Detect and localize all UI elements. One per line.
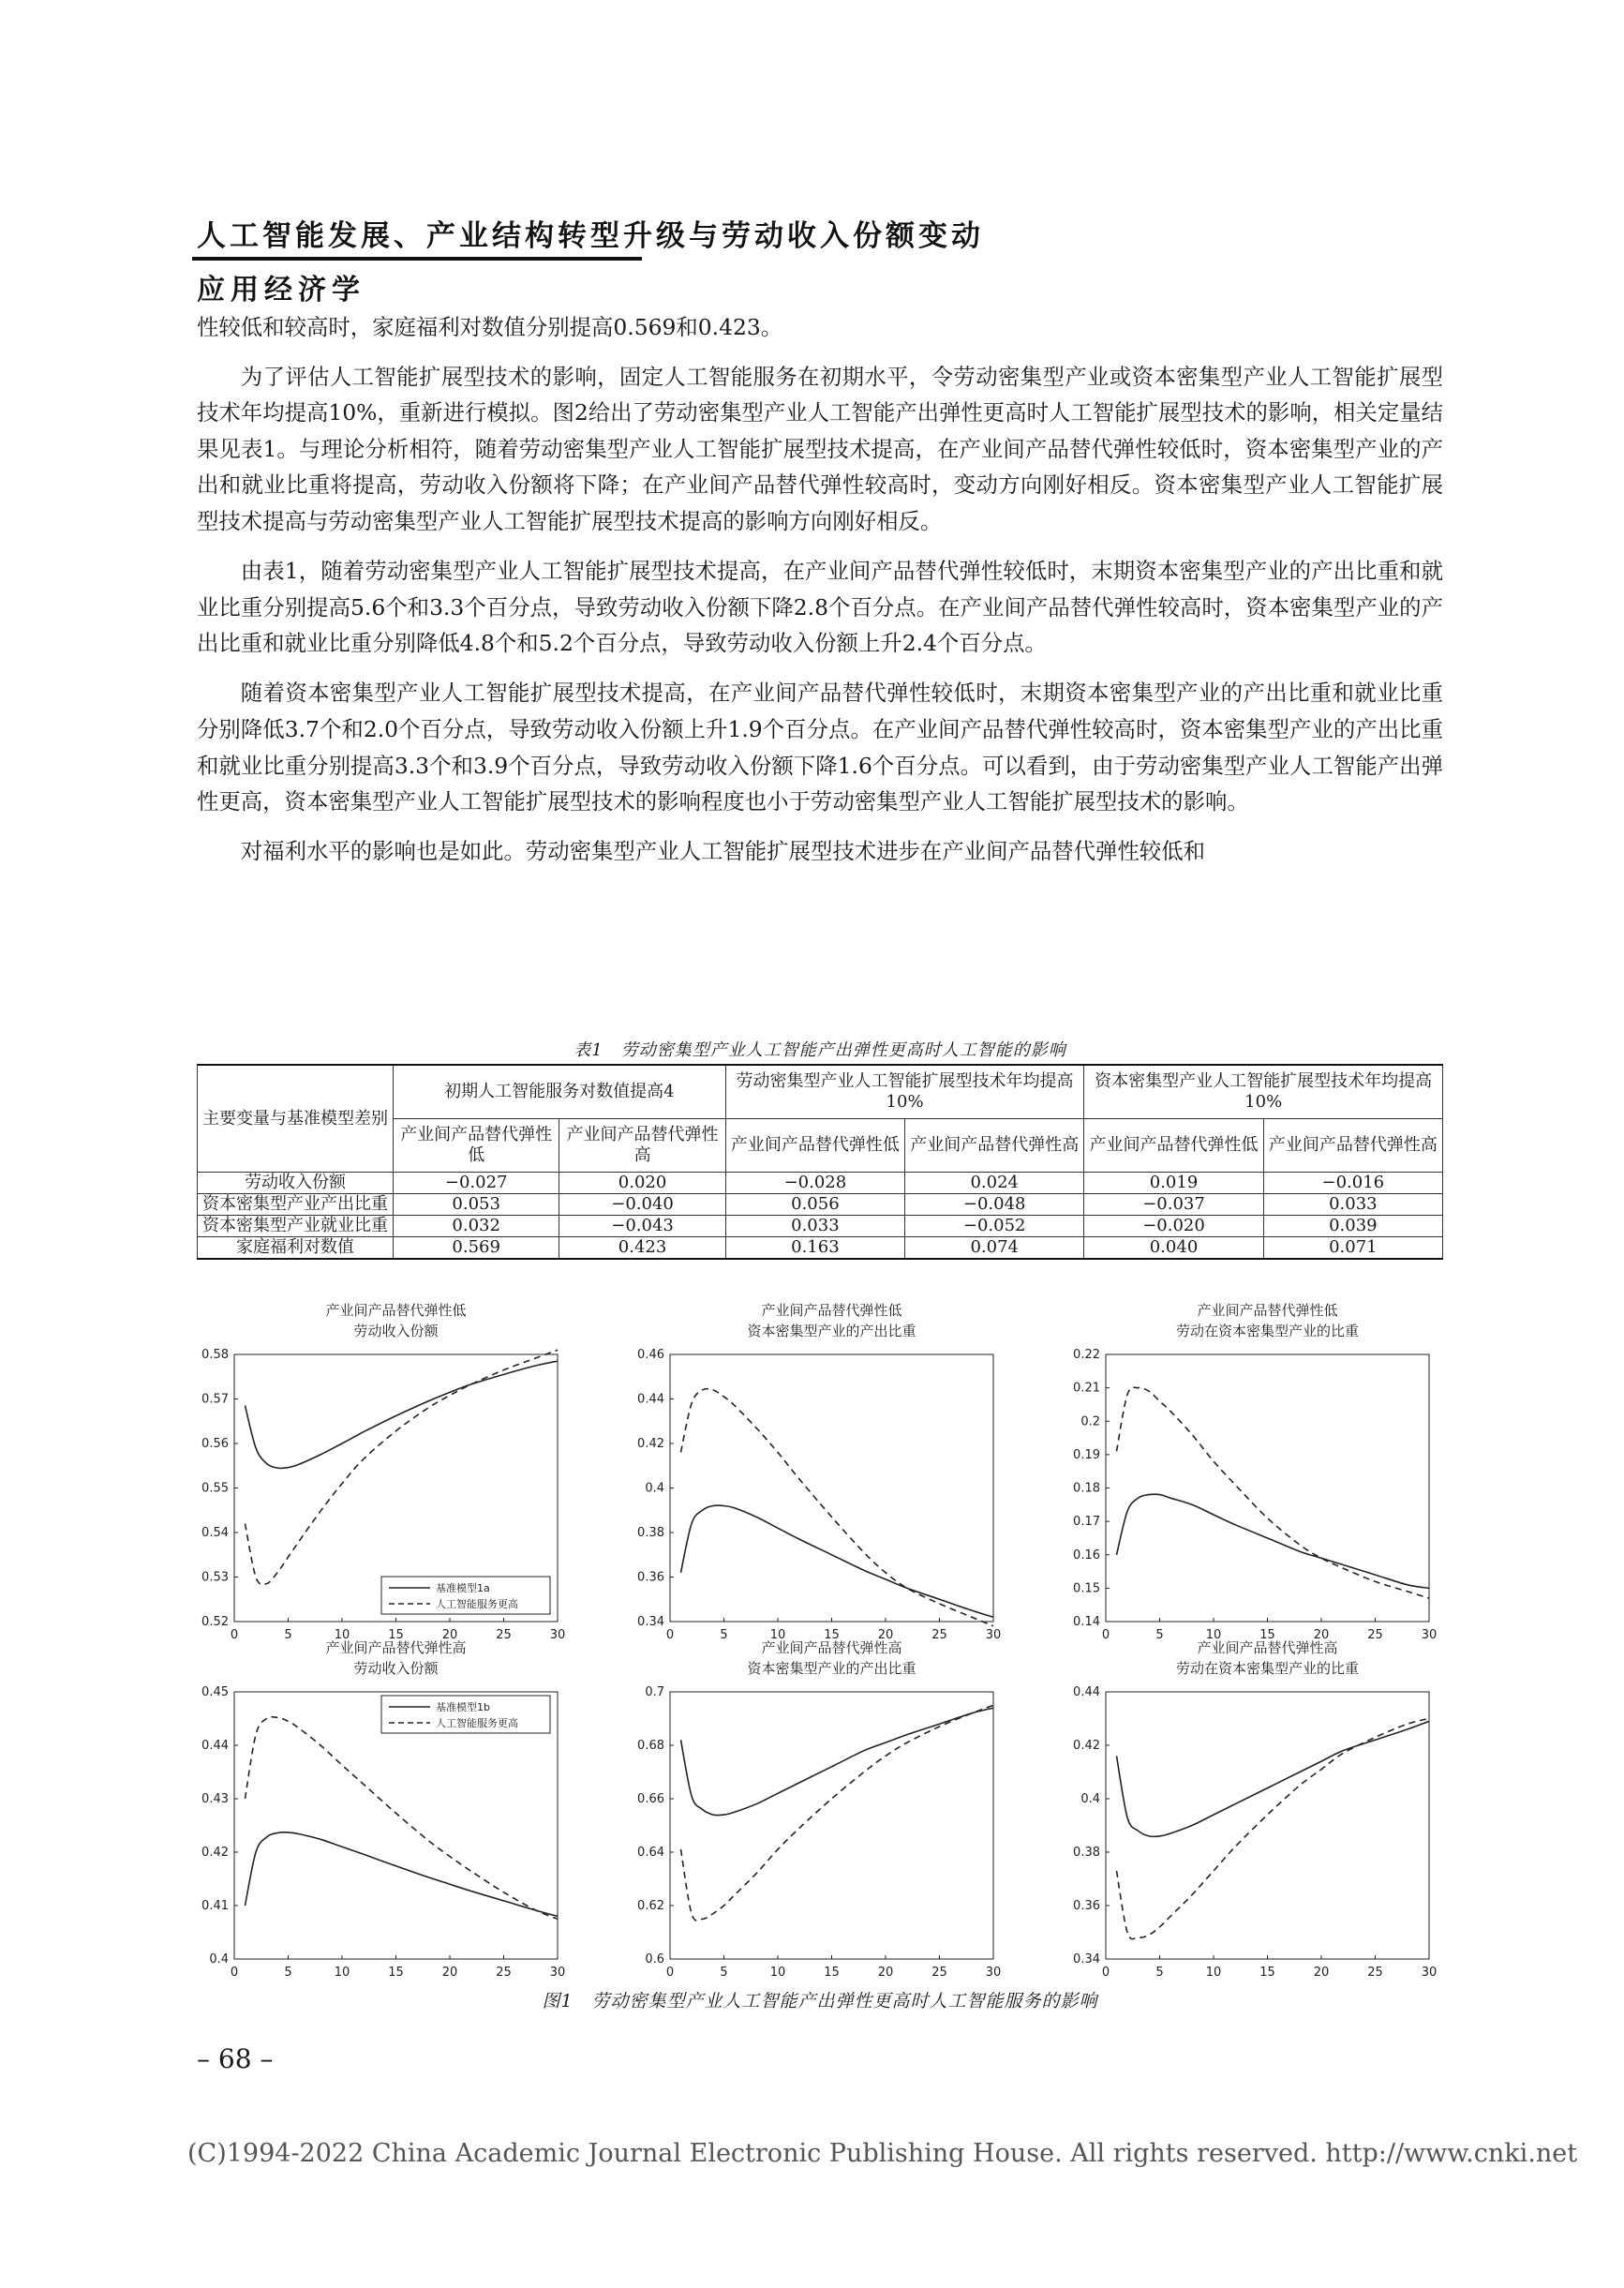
series-line <box>1117 1719 1430 1939</box>
table-cell: 0.019 <box>1084 1173 1263 1194</box>
table-cell: −0.037 <box>1084 1194 1263 1216</box>
y-tick-label: 0.7 <box>645 1685 664 1699</box>
body-text <box>197 309 1443 883</box>
table-cell: 0.040 <box>1084 1237 1263 1260</box>
table-subheader: 产业间产品替代弹性高 <box>559 1119 725 1173</box>
chart-title: 产业间产品替代弹性高 <box>761 1639 902 1656</box>
x-tick-label: 30 <box>549 1628 566 1642</box>
x-tick-label: 10 <box>1205 1628 1222 1642</box>
y-tick-label: 0.56 <box>201 1437 229 1451</box>
paragraph: 由表1，随着劳动密集型产业人工智能扩展型技术提高，在产业间产品替代弹性较低时，末期资本密集型产业的产出比重和就业比重分别提高5.6个和3.3个百分点，导致劳动收入份额下降2.8个百分点。在产业间产品替代弹性较高时，资本密集型产业的产出比重和就业比重分别降低4.8个和5.2个百分点，导致劳动收入份额上升2.4个百分点。 <box>197 558 1443 657</box>
y-tick-label: 0.42 <box>201 1846 229 1860</box>
table-subheader: 产业间产品替代弹性高 <box>1263 1119 1442 1173</box>
y-tick-label: 0.66 <box>637 1792 664 1806</box>
x-tick-label: 10 <box>334 1628 350 1642</box>
plot-frame <box>670 1692 993 1959</box>
table-subheader: 产业间产品替代弹性高 <box>905 1119 1084 1173</box>
y-tick-label: 0.34 <box>637 1615 664 1629</box>
x-tick-label: 0 <box>1101 1966 1110 1978</box>
x-tick-label: 10 <box>769 1966 786 1978</box>
x-tick-label: 5 <box>720 1966 728 1978</box>
x-tick-label: 25 <box>496 1966 512 1978</box>
series-line <box>246 1832 559 1917</box>
x-tick-label: 10 <box>1205 1966 1222 1978</box>
y-tick-label: 0.53 <box>201 1570 229 1585</box>
y-tick-label: 0.57 <box>201 1392 229 1407</box>
x-tick-label: 0 <box>1101 1628 1110 1642</box>
table-cell: 0.071 <box>1263 1237 1442 1260</box>
x-tick-label: 0 <box>665 1628 675 1642</box>
table-subheader: 产业间产品替代弹性低 <box>725 1119 904 1173</box>
y-tick-label: 0.4 <box>209 1952 229 1966</box>
figure-caption: 图1 劳动密集型产业人工智能产出弹性更高时人工智能服务的影响 <box>542 1991 1098 2011</box>
table-cell: 0.074 <box>905 1237 1084 1260</box>
x-tick-label: 5 <box>1155 1628 1164 1642</box>
paragraph: 性较低和较高时，家庭福利对数值分别提高0.569和0.423。 <box>197 314 783 340</box>
table-row <box>198 1216 1443 1237</box>
y-tick-label: 0.2 <box>1080 1414 1100 1429</box>
x-tick-label: 5 <box>284 1628 292 1642</box>
chart-panel <box>637 1639 1001 1978</box>
table-cell: 0.032 <box>394 1216 559 1237</box>
table-row <box>198 1237 1443 1260</box>
x-tick-label: 15 <box>824 1966 840 1978</box>
y-tick-label: 0.58 <box>201 1348 229 1362</box>
y-tick-label: 0.21 <box>1073 1381 1100 1396</box>
y-tick-label: 0.55 <box>201 1481 229 1496</box>
series-line <box>246 1361 559 1468</box>
y-tick-label: 0.34 <box>1073 1952 1100 1966</box>
chart-subtitle: 资本密集型产业的产出比重 <box>747 1323 916 1339</box>
paragraph: 对福利水平的影响也是如此。劳动密集型产业人工智能扩展型技术进步在产业间产品替代弹性较低和 <box>240 838 1205 865</box>
series-line <box>246 1717 559 1920</box>
y-tick-label: 0.64 <box>637 1846 664 1860</box>
y-tick-label: 0.54 <box>201 1526 229 1540</box>
legend-label: 基准模型1b <box>436 1701 490 1713</box>
series-line <box>1117 1721 1430 1836</box>
table-cell: −0.028 <box>725 1173 904 1194</box>
x-tick-label: 30 <box>549 1966 566 1978</box>
results-table <box>197 1064 1443 1260</box>
copyright-notice: (C)1994-2022 China Academic Journal Electronic Publishing House. All rights reserved. http://www.cnki.net <box>187 2139 1578 2168</box>
y-tick-label: 0.68 <box>637 1739 664 1753</box>
x-tick-label: 25 <box>931 1628 947 1642</box>
x-tick-label: 30 <box>985 1966 1002 1978</box>
x-tick-label: 10 <box>769 1628 786 1642</box>
row-label: 家庭福利对数值 <box>198 1237 394 1260</box>
chart-subtitle: 劳动收入份额 <box>353 1660 439 1677</box>
table-group-header: 资本密集型产业人工智能扩展型技术年均提高10% <box>1084 1065 1443 1119</box>
series-line <box>1117 1494 1430 1588</box>
chart-panel <box>1073 1302 1437 1642</box>
chart-title: 产业间产品替代弹性高 <box>1197 1639 1338 1656</box>
x-tick-label: 5 <box>720 1628 728 1642</box>
table-cell: −0.052 <box>905 1216 1084 1237</box>
y-tick-label: 0.15 <box>1073 1581 1100 1596</box>
y-tick-label: 0.45 <box>201 1685 229 1699</box>
y-tick-label: 0.17 <box>1073 1515 1100 1530</box>
x-tick-label: 15 <box>1259 1966 1275 1978</box>
x-tick-label: 15 <box>824 1628 840 1642</box>
y-tick-label: 0.16 <box>1073 1548 1100 1563</box>
row-label: 资本密集型产业就业比重 <box>198 1216 394 1237</box>
y-tick-label: 0.52 <box>201 1615 229 1629</box>
series-line <box>681 1389 994 1626</box>
y-tick-label: 0.44 <box>201 1739 229 1753</box>
y-tick-label: 0.36 <box>1073 1899 1100 1913</box>
series-line <box>1117 1387 1430 1598</box>
x-tick-label: 25 <box>931 1966 947 1978</box>
y-tick-label: 0.18 <box>1073 1481 1100 1496</box>
y-tick-label: 0.42 <box>1073 1739 1100 1753</box>
y-tick-label: 0.44 <box>1073 1685 1100 1699</box>
row-label: 资本密集型产业产出比重 <box>198 1194 394 1216</box>
table-cell: −0.043 <box>559 1216 725 1237</box>
legend-label: 人工智能服务更高 <box>436 1598 518 1610</box>
y-tick-label: 0.4 <box>1080 1792 1100 1806</box>
y-tick-label: 0.36 <box>637 1570 664 1585</box>
table-cell: 0.569 <box>394 1237 559 1260</box>
table-cell: −0.020 <box>1084 1216 1263 1237</box>
table-cell: 0.039 <box>1263 1216 1442 1237</box>
chart-panel <box>201 1639 565 1978</box>
table-cell: 0.033 <box>1263 1194 1442 1216</box>
y-tick-label: 0.62 <box>637 1899 664 1913</box>
table-subheader: 产业间产品替代弹性低 <box>1084 1119 1263 1173</box>
row-label: 劳动收入份额 <box>198 1173 394 1194</box>
x-tick-label: 20 <box>877 1966 894 1978</box>
legend-label: 人工智能服务更高 <box>436 1717 518 1729</box>
x-tick-label: 10 <box>334 1966 350 1978</box>
x-tick-label: 20 <box>877 1628 894 1642</box>
table-cell: 0.053 <box>394 1194 559 1216</box>
x-tick-label: 0 <box>230 1628 239 1642</box>
x-tick-label: 5 <box>284 1966 292 1978</box>
x-tick-label: 0 <box>665 1966 675 1978</box>
y-tick-label: 0.44 <box>637 1392 664 1407</box>
y-tick-label: 0.42 <box>637 1437 664 1451</box>
x-tick-label: 15 <box>388 1628 404 1642</box>
plot-frame <box>1106 1692 1429 1959</box>
running-title: 人工智能发展、产业结构转型升级与劳动收入份额变动 <box>197 219 984 253</box>
x-tick-label: 25 <box>1367 1628 1383 1642</box>
table-cell: 0.020 <box>559 1173 725 1194</box>
y-tick-label: 0.22 <box>1073 1348 1100 1362</box>
figure-panel-grid <box>159 1284 1462 1978</box>
paragraph: 为了评估人工智能扩展型技术的影响，固定人工智能服务在初期水平，令劳动密集型产业或资本密集型产业人工智能扩展型技术年均提高10%，重新进行模拟。图2给出了劳动密集型产业人工智能产出弹性更高时人工智能扩展型技术的影响，相关定量结果见表1。与理论分析相符，随着劳动密集型产业人工智能扩展型技术提高，在产业间产品替代弹性较低时，资本密集型产业的产出和就业比重将提高，劳动收入份额将下降；在产业间产品替代弹性较高时，变动方向刚好相反。资本密集型产业人工智能扩展型技术提高与劳动密集型产业人工智能扩展型技术提高的影响方向刚好相反。 <box>197 363 1443 534</box>
page-number: – 68 – <box>197 2043 274 2074</box>
x-tick-label: 20 <box>1313 1966 1330 1978</box>
chart-subtitle: 资本密集型产业的产出比重 <box>747 1660 916 1677</box>
x-tick-label: 25 <box>496 1628 512 1642</box>
y-tick-label: 0.43 <box>201 1792 229 1806</box>
table-subheader: 产业间产品替代弹性低 <box>394 1119 559 1173</box>
table-cell: −0.027 <box>394 1173 559 1194</box>
journal-name: 应用经济学 <box>197 274 365 307</box>
x-tick-label: 15 <box>1259 1628 1275 1642</box>
x-tick-label: 15 <box>388 1966 404 1978</box>
y-tick-label: 0.6 <box>645 1952 664 1966</box>
plot-frame <box>1106 1354 1429 1622</box>
table-row <box>198 1173 1443 1194</box>
table-corner-header: 主要变量与基准模型差别 <box>198 1065 394 1173</box>
x-tick-label: 30 <box>1421 1628 1438 1642</box>
chart-subtitle: 劳动在资本密集型产业的比重 <box>1175 1323 1360 1339</box>
table-cell: 0.024 <box>905 1173 1084 1194</box>
figure-svg <box>159 1284 1462 1978</box>
chart-panel <box>1073 1639 1437 1978</box>
chart-title: 产业间产品替代弹性低 <box>1197 1302 1338 1319</box>
table-cell: 0.056 <box>725 1194 904 1216</box>
y-tick-label: 0.4 <box>645 1481 664 1496</box>
table-cell: −0.016 <box>1263 1173 1442 1194</box>
legend-label: 基准模型1a <box>436 1582 490 1594</box>
x-tick-label: 20 <box>1313 1628 1330 1642</box>
x-tick-label: 20 <box>441 1628 458 1642</box>
y-tick-label: 0.14 <box>1073 1615 1100 1629</box>
table-cell: −0.040 <box>559 1194 725 1216</box>
chart-panel <box>637 1302 1001 1642</box>
y-tick-label: 0.38 <box>1073 1846 1100 1860</box>
table-cell: 0.033 <box>725 1216 904 1237</box>
chart-title: 产业间产品替代弹性低 <box>761 1302 902 1319</box>
chart-title: 产业间产品替代弹性高 <box>325 1639 467 1656</box>
series-line <box>681 1705 994 1921</box>
chart-subtitle: 劳动收入份额 <box>353 1323 439 1339</box>
x-tick-label: 30 <box>985 1628 1002 1642</box>
y-tick-label: 0.46 <box>637 1348 664 1362</box>
x-tick-label: 0 <box>230 1966 239 1978</box>
x-tick-label: 5 <box>1155 1966 1164 1978</box>
table-group-header: 初期人工智能服务对数值提高4 <box>394 1065 726 1119</box>
y-tick-label: 0.41 <box>201 1899 229 1913</box>
table-cell: −0.048 <box>905 1194 1084 1216</box>
x-tick-label: 20 <box>441 1966 458 1978</box>
paragraph: 随着资本密集型产业人工智能扩展型技术提高，在产业间产品替代弹性较低时，末期资本密集型产业的产出比重和就业比重分别降低3.7个和2.0个百分点，导致劳动收入份额上升1.9个百分点。在产业间产品替代弹性较高时，资本密集型产业的产出比重和就业比重分别提高3.3个和3.9个百分点，导致劳动收入份额下降1.6个百分点。可以看到，由于劳动密集型产业人工智能产出弹性更高，资本密集型产业人工智能扩展型技术的影响程度也小于劳动密集型产业人工智能扩展型技术的影响。 <box>197 680 1443 815</box>
table-caption: 表1 劳动密集型产业人工智能产出弹性更高时人工智能的影响 <box>574 1040 1066 1060</box>
chart-subtitle: 劳动在资本密集型产业的比重 <box>1175 1660 1360 1677</box>
chart-title: 产业间产品替代弹性低 <box>325 1302 467 1319</box>
y-tick-label: 0.19 <box>1073 1447 1100 1462</box>
y-tick-label: 0.38 <box>637 1526 664 1540</box>
chart-panel <box>201 1302 565 1642</box>
table-group-header: 劳动密集型产业人工智能扩展型技术年均提高10% <box>725 1065 1084 1119</box>
x-tick-label: 30 <box>1421 1966 1438 1978</box>
table-row <box>198 1194 1443 1216</box>
x-tick-label: 25 <box>1367 1966 1383 1978</box>
plot-frame <box>670 1354 993 1622</box>
table-cell: 0.423 <box>559 1237 725 1260</box>
table-cell: 0.163 <box>725 1237 904 1260</box>
header-rule <box>192 257 642 261</box>
